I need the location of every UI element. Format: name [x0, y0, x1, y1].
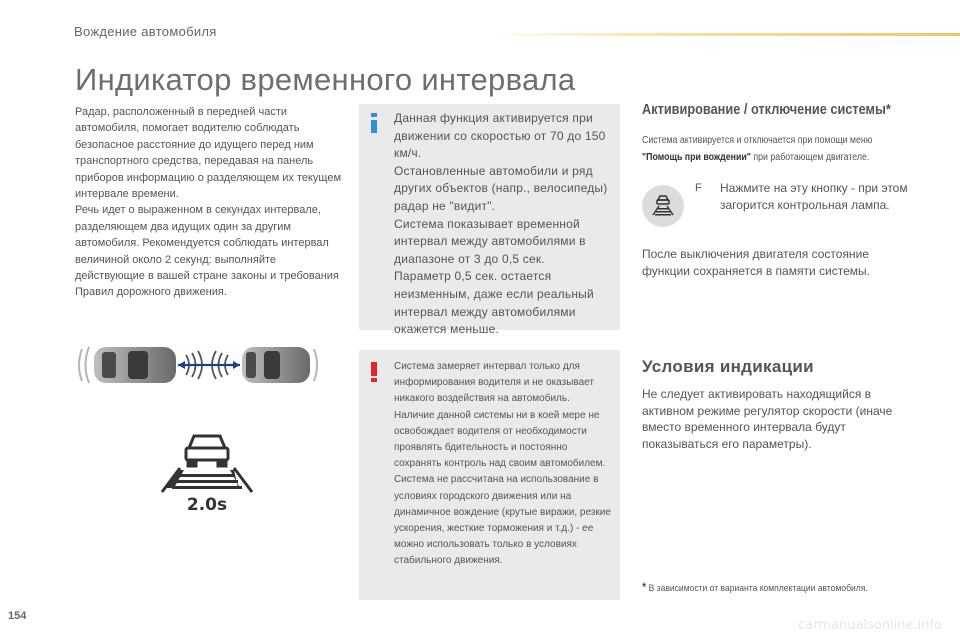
- driving-assist-menu-name: "Помощь при вождении": [642, 152, 751, 163]
- front-car-motion-lines: [314, 349, 317, 381]
- activation-title-text: Активирование / отключение системы: [642, 101, 886, 118]
- info-box: [359, 104, 620, 337]
- footnote-text: В зависимости от варианта комплектации автомобиля.: [646, 583, 868, 594]
- gauge-readout: 2.0s: [186, 495, 228, 515]
- section-header: Вождение автомобиля: [74, 24, 217, 39]
- activation-description: [642, 132, 906, 166]
- action-text: Нажмите на эту кнопку - при этом загорится контрольная лампа.: [720, 181, 908, 212]
- warning-line-2: Наличие данной системы ни в коей мере не освобождает водителя от необходимости проявлять бдительность и постоянно сохранять контроль над своим автомобилем.: [394, 409, 606, 470]
- activation-title: [642, 101, 891, 118]
- distance-arrow-icon: [178, 361, 240, 369]
- info-line-1: Данная функция активируется при движении со скоростью от 70 до 150 км/ч.: [394, 111, 606, 161]
- conditions-text: Не следует активировать находящийся в активном режиме регулятор скорости (иначе вместо временного интервала будут показываться его параметры).: [642, 387, 893, 451]
- warning-icon: [371, 362, 377, 382]
- action-marker: F: [695, 182, 702, 194]
- time-interval-button[interactable]: [642, 185, 684, 227]
- activation-title-mark: *: [885, 101, 891, 118]
- intro-text: [75, 104, 345, 301]
- front-car-icon: [242, 347, 310, 383]
- warning-line-1: Система замеряет интервал только для информирования водителя и не оказывает никакого воздействия на автомобиль.: [394, 361, 594, 405]
- warning-text: [394, 359, 616, 570]
- footnote-mark: *: [642, 580, 647, 594]
- gauge-car-icon: [186, 436, 228, 466]
- header-divider: [486, 33, 960, 36]
- conditions-title: Условия индикации: [642, 357, 814, 376]
- info-line-3: Система показывает временной интервал между автомобилями в диапазоне от 3 до 0,5 сек.: [394, 216, 586, 266]
- warning-line-3: Система не рассчитана на использование в условиях городского движения или на динамичное вождение (крутые виражи, резкие ускорения, жесткие торможения и т.д.) - ее можно использовать только в условиях стабильного движения.: [394, 474, 611, 567]
- time-interval-button-icon: [642, 185, 684, 227]
- info-text: [394, 110, 616, 339]
- footnote: [642, 580, 868, 594]
- watermark: carmanualsonline.info: [798, 618, 942, 633]
- page-number: 154: [8, 610, 27, 622]
- intro-paragraph-2: Речь идет о выраженном в секундах интервале, разделяющем два идущих один за другим автомобиля. Рекомендуется соблюдать интервал величиной около 2 секунд: выполняйте действующие в вашей стране законы и требования Правил дорожного движения.: [75, 204, 339, 299]
- activation-desc-after: при работающем двигателе.: [750, 152, 870, 163]
- cars-radar-illustration: [74, 335, 324, 395]
- time-interval-gauge: [152, 420, 262, 515]
- info-line-2: Остановленные автомобили и ряд других объектов (напр., велосипеды) радар не "видит".: [394, 163, 608, 213]
- memory-text: После выключения двигателя состояние функции сохраняется в памяти системы.: [642, 247, 870, 278]
- warning-box: [359, 350, 620, 600]
- activation-desc-before: Система активируется и отключается при помощи меню: [642, 135, 873, 146]
- rear-car-icon: [94, 347, 176, 383]
- info-line-4: Параметр 0,5 сек. остается неизменным, даже если реальный интервал между автомобилями окажется меньше.: [394, 269, 594, 337]
- rear-car-motion-lines: [79, 347, 89, 383]
- page-title: Индикатор временного интервала: [75, 62, 576, 97]
- info-icon: [371, 113, 377, 133]
- intro-paragraph-1: Радар, расположенный в передней части автомобиля, помогает водителю соблюдать безопасное расстояние до идущего перед ним транспортного средства, передавая на панель приборов информацию о разделяющем их текущем интервале времени.: [75, 106, 342, 201]
